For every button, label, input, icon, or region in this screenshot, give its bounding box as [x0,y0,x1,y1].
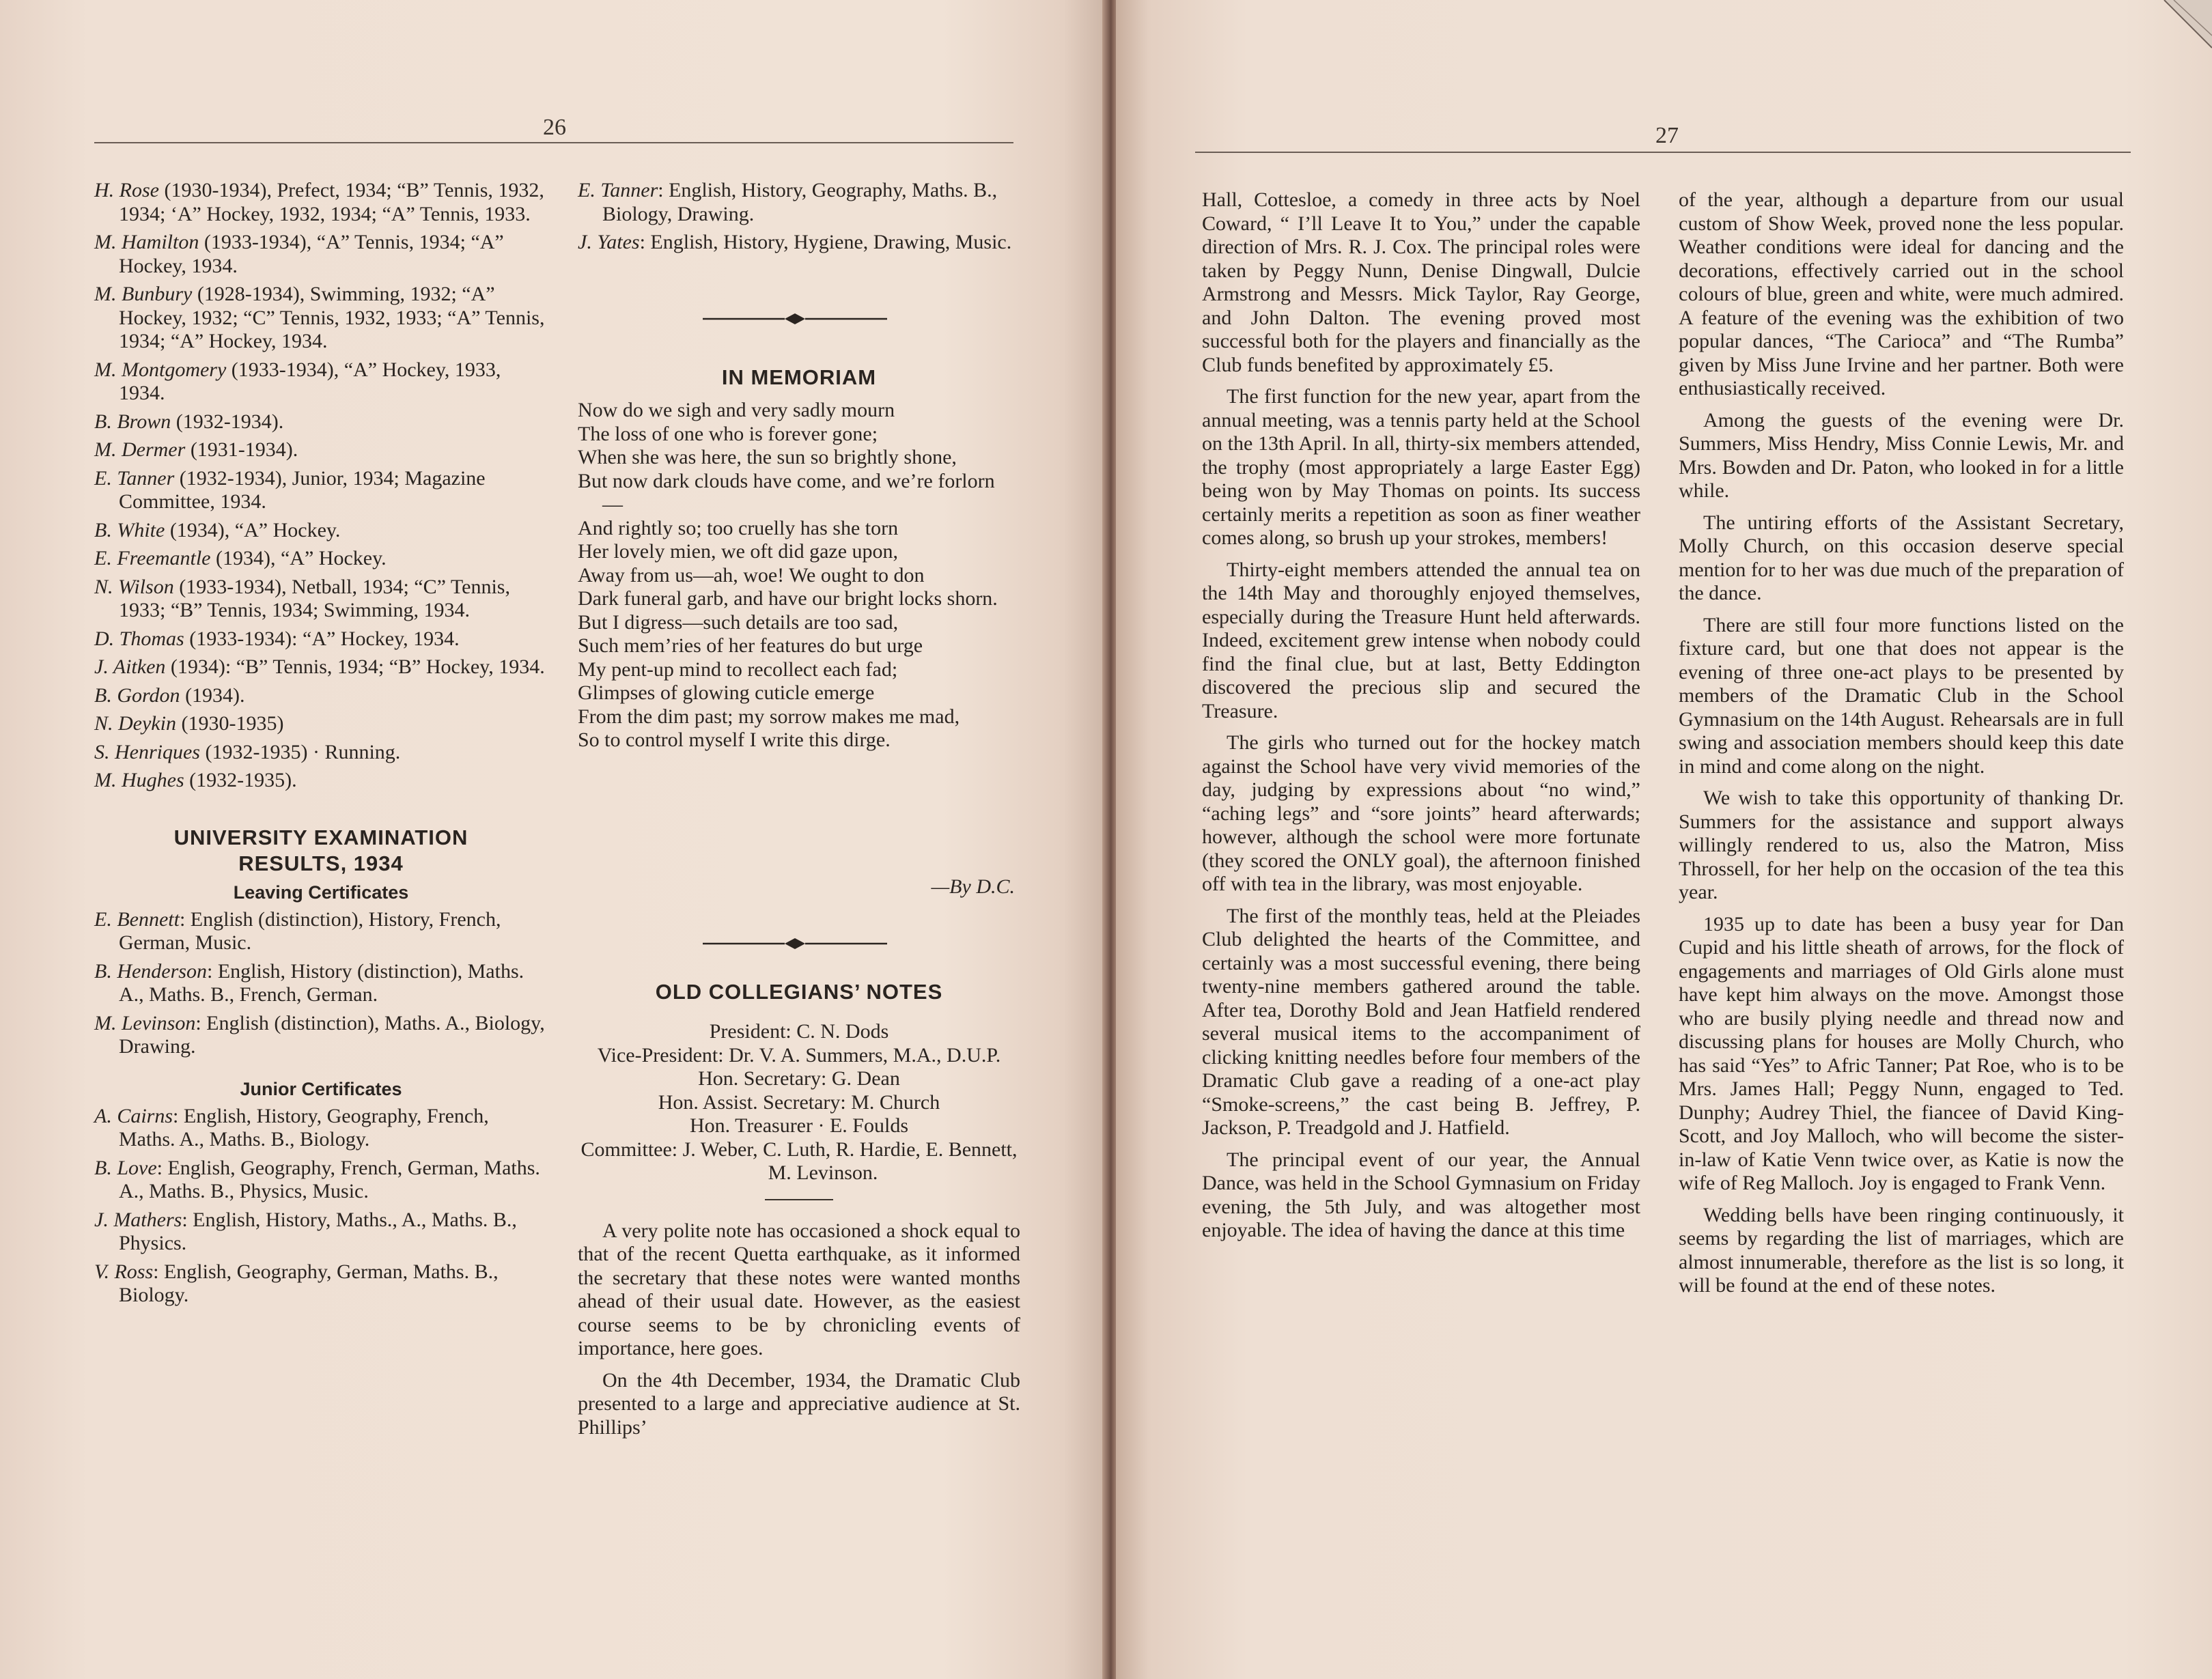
paragraph: A very polite note has occasioned a shock equal to that of the recent Quetta earthquake, as it informed the secretary that these notes were wanted months ahead of their usual date. However, as the easiest course seems to be by chronicling events of importance, here goes. [578,1219,1020,1359]
person-name: E. Tanner [578,179,658,201]
poem-signature: —By D.C. [931,875,1015,898]
paragraph: The first of the monthly teas, held at the Pleiades Club delighted the hearts of the Committee, and certainly was a most successful evening, there being twenty-nine members gathered around the table. After tea, Dorothy Bold and Jean Hatfield rendered several musical items to the accompaniment of clicking knitting needles before four members of the Dramatic Club gave a reading of a one-act play “Smoke-screens,” the cast being B. Jeffrey, P. Jackson, P. Treadgold and J. Hatfield. [1202,904,1640,1139]
person-name: E. Freemantle [94,547,211,569]
poem-line: But I digress—such details are too sad, [578,610,899,634]
poem-line: Away from us—ah, woe! We ought to don [578,563,925,587]
poem-line: Glimpses of glowing cuticle emerge [578,681,875,704]
entry-detail: (1934): “B” Tennis, 1934; “B” Hockey, 1934. [165,655,545,678]
leaving-certificate-entry [94,960,548,1007]
paragraph: Among the guests of the evening were Dr. Summers, Miss Hendry, Miss Connie Lewis, Mr. and Mrs. Bowden and Dr. Paton, who looked in for a little while. [1679,408,2124,502]
leaving-list [94,908,548,1059]
honours-entry [94,438,548,462]
honours-entry [94,655,548,679]
officer-line: President: C. N. Dods [709,1020,889,1043]
honours-list [94,179,548,793]
paragraph: The first function for the new year, apart from the annual meeting, was a tennis party held at the School on the 13th April. In all, thirty-six members attended, the trophy (most appropriately a large Easter Egg) being won by May Thomas on points. Its success certainly merits a repetition as soon as finer weather comes along, so brush up your strokes, members! [1202,385,1640,549]
person-name: B. Gordon [94,683,180,707]
entry-detail: : English, History, Maths., A., Maths. B., Physics. [119,1208,517,1254]
paragraph: 1935 up to date has been a busy year for Dan Cupid and his little sheath of arrows, for the flock of engagements and marriages of Old Girls alone must have kept him always on the move. Amongst those who are busily plying needle and thread now and discussing plans for houses are Molly Church, who has said “Yes” to Afric Tanner; Pat Roe, who is to be Mrs. James Hall; Peggy Nunn, engaged to Ted. Dunphy; Audrey Thiel, the fiancee of David King-Scott, and Joy Malloch, who will become the sister-in-law of Katie Venn twice over, as Katie is now the wife of Reg Malloch. Joy is engaged to Frank Venn. [1679,912,2124,1194]
left-column [94,179,548,1312]
person-name: B. Brown [94,410,171,433]
person-name: B. Henderson [94,959,207,983]
entry-detail: (1932-1935) · Running. [199,740,401,763]
poem-line: The loss of one who is forever gone; [578,422,878,445]
header-rule [1195,152,2131,153]
entry-detail: (1933-1934): “A” Hockey, 1934. [184,627,460,650]
poem-line: When she was here, the sun so brightly shone, [578,446,957,468]
paragraph: Wedding bells have been ringing continuously, it seems by regarding the list of marriages, which are almost innumerable, therefore as the list is so long, it will be found at the end of these notes. [1679,1203,2124,1297]
person-name: J. Aitken [94,655,166,678]
person-name: J. Mathers [94,1208,182,1231]
honours-entry [94,769,548,793]
entry-detail: (1934), “A” Hockey. [210,547,387,569]
person-name: H. Rose [94,179,159,201]
officer-line: Hon. Treasurer · E. Foulds [690,1114,908,1137]
paragraph: The principal event of our year, the Annual Dance, was held in the School Gymnasium on Friday evening, the 5th July, and was altogether most enjoyable. The idea of having the dance at this time [1202,1148,1640,1241]
paragraph: We wish to take this opportunity of thanking Dr. Summers for the assistance and support always willingly rendered to us, also the Matron, Miss Throssell, for her help on the occasion of the tea this year. [1679,787,2124,903]
page-number: 26 [543,115,566,140]
entry-detail: : English, History, Geography, Maths. B., Biology, Drawing. [602,179,998,225]
poem-line: My pent-up mind to recollect each fad; [578,658,898,681]
entry-detail: : English, Geography, French, German, Maths. A., Maths. B., Physics, Music. [119,1156,540,1202]
person-name: E. Tanner [94,466,175,490]
officers-list [578,1020,1020,1185]
collegians-notes [578,1219,1020,1440]
junior-certificate-entry [94,1157,548,1204]
person-name: M. Montgomery [94,358,227,381]
leaving-heading: Leaving Certificates [233,881,409,903]
honours-entry [94,684,548,708]
exam-heading-year: RESULTS, 1934 [238,851,404,875]
paragraph: The untiring efforts of the Assistant Secretary, Molly Church, on this occasion deserve special mention for to her was due much of the preparation of the dance. [1679,511,2124,604]
honours-entry [94,231,548,278]
right-page-column-1 [1202,188,1640,1251]
entry-detail: : English, History, Geography, French, Maths. A., Maths. B., Biology. [119,1104,489,1151]
honours-entry [94,627,548,651]
honours-entry [94,179,548,226]
right-page-column-2 [1679,188,2124,1306]
right-page [1116,0,2212,1679]
officer-line: Hon. Secretary: G. Dean [698,1067,900,1090]
poem-line: From the dim past; my sorrow makes me mad, [578,705,960,728]
person-name: M. Hughes [94,769,184,791]
honours-entry [94,547,548,571]
honours-entry [94,358,548,406]
person-name: V. Ross [94,1260,154,1283]
person-name: S. Henriques [94,740,200,763]
section-divider [765,1199,833,1200]
poem-line: Dark funeral garb, and have our bright locks shorn. [578,587,998,610]
junior-certificate-entry [578,231,1020,255]
exam-results-continued [578,179,1020,255]
person-name: E. Bennett [94,907,180,931]
person-name: B. White [94,518,165,541]
page-number: 27 [1655,123,1679,148]
header-rule [94,142,1013,143]
diamond-rule-ornament [703,309,887,329]
junior-certificate-entry [94,1260,548,1308]
honours-entry [94,410,548,434]
person-name: M. Bunbury [94,283,193,305]
memoriam-heading: IN MEMORIAM [721,365,877,389]
exam-heading: UNIVERSITY EXAMINATION [173,825,468,849]
entry-detail: (1933-1934), “A” Tennis, 1934; “A” Hockey, 1934. [119,231,504,277]
memoriam-poem [578,399,1015,752]
folded-corner [2151,0,2212,55]
person-name: B. Love [94,1156,157,1179]
poem-line: So to control myself I write this dirge. [578,729,891,751]
person-name: M. Dermer [94,438,186,461]
honours-entry [94,576,548,623]
left-page-column-2 [578,179,1020,1439]
paragraph: Hall, Cottesloe, a comedy in three acts by Noel Coward, “ I’ll Leave It to You,” under the capable direction of Mrs. R. J. Cox. The principal roles were taken by Peggy Nunn, Denise Dingwall, Dulcie Armstrong and Messrs. Mick Taylor, Ray George, and John Dalton. The evening proved most successful both for the players and financially as the Club funds benefited by approximately £5. [1202,188,1640,376]
entry-detail: (1933-1934), “A” Hockey, 1933, 1934. [119,358,501,404]
entry-detail: (1932-1934). [171,410,284,433]
junior-certificate-entry [578,179,1020,226]
entry-detail: : English, Geography, German, Maths. B., Biology. [119,1260,499,1306]
honours-entry [94,741,548,765]
poem-line: But now dark clouds have come, and we’re forlorn— [578,469,995,516]
entry-detail: (1934), “A” Hockey. [165,518,341,541]
person-name: J. Yates [578,231,640,253]
entry-detail: (1930-1934), Prefect, 1934; “B” Tennis, 1932, 1934; ‘A” Hockey, 1932, 1934; “A” Tennis, 1933. [119,179,544,225]
entry-detail: : English, History, Hygiene, Drawing, Music. [639,231,1012,253]
entry-detail: (1933-1934), Netball, 1934; “C” Tennis, 1933; “B” Tennis, 1934; Swimming, 1934. [119,575,510,621]
entry-detail: (1930-1935) [176,712,284,735]
honours-entry [94,712,548,736]
person-name: A. Cairns [94,1104,173,1127]
entry-detail: (1934). [180,683,245,707]
junior-list [94,1105,548,1308]
poem-line: Now do we sigh and very sadly mourn [578,399,895,421]
person-name: M. Hamilton [94,231,199,253]
entry-detail: : English (distinction), Maths. A., Biology, Drawing. [119,1011,545,1058]
officer-line: Vice-President: Dr. V. A. Summers, M.A., D.U.P. [597,1043,1001,1067]
leaving-certificate-entry [94,1012,548,1059]
junior-certificate-entry [94,1209,548,1256]
junior-heading: Junior Certificates [240,1078,402,1099]
honours-entry [94,519,548,543]
diamond-rule-ornament [703,933,887,954]
honours-entry [94,467,548,514]
paragraph: of the year, although a departure from our usual custom of Show Week, proved none the less popular. Weather conditions were ideal for dancing and the decorations, effectively carried out in the school colours of blue, green and white, were much admired. A feature of the evening was the exhibition of two popular dances, “The Carioca” and “The Rumba” given by Miss June Irvine and her partner. Both were enthusiastically received. [1679,188,2124,399]
junior-certificate-entry [94,1105,548,1152]
paragraph: There are still four more functions listed on the fixture card, but one that does not appear is the evening of three one-act plays to be presented by members of the Dramatic Club in the School Gymnasium on the 14th August. Rehearsals are in full swing and association members should keep this date in mind and come along on the night. [1679,613,2124,778]
paragraph: The girls who turned out for the hockey match against the School have very vivid memories of the day, judging by expressions about “no wind,” “aching legs” and “sore joints” heard afterwards; however, although the school were more fortunate (they scored the ONLY goal), the afternoon finished off with tea in the library, was most enjoyable. [1202,731,1640,895]
entry-detail: : English, History (distinction), Maths. A., Maths. B., French, German. [119,959,524,1006]
poem-line: Her lovely mien, we oft did gaze upon, [578,540,899,563]
paragraph: Thirty-eight members attended the annual tea on the 14th May and thoroughly enjoyed themselves, especially during the Treasure Hunt held afterwards. Indeed, excitement grew intense when nobody could find the final clue, but at last, Betty Eddington discovered the precious slip and secured the Treasure. [1202,558,1640,722]
entry-detail: (1932-1935). [184,769,297,791]
officer-line: Hon. Assist. Secretary: M. Church [658,1090,940,1114]
honours-entry [94,283,548,354]
entry-detail: : English (distinction), History, French, German, Music. [119,907,501,954]
entry-detail: (1932-1934), Junior, 1934; Magazine Committee, 1934. [119,466,486,513]
person-name: M. Levinson [94,1011,196,1034]
poem-line: Such mem’ries of her features do but urge [578,634,923,657]
entry-detail: (1931-1934). [185,438,298,461]
entry-detail: (1928-1934), Swimming, 1932; “A” Hockey, 1932; “C” Tennis, 1932, 1933; “A” Tennis, 1934; “A” Hockey, 1934. [119,283,545,352]
person-name: D. Thomas [94,627,184,650]
leaving-certificate-entry [94,908,548,955]
officer-line: Committee: J. Weber, C. Luth, R. Hardie, E. Bennett, M. Levinson. [580,1138,1018,1184]
poem-line: And rightly so; too cruelly has she torn [578,516,899,539]
paragraph: On the 4th December, 1934, the Dramatic Club presented to a large and appreciative audience at St. Phillips’ [578,1368,1020,1439]
collegians-heading: OLD COLLEGIANS’ NOTES [655,980,943,1004]
person-name: N. Wilson [94,575,174,598]
person-name: N. Deykin [94,712,176,735]
